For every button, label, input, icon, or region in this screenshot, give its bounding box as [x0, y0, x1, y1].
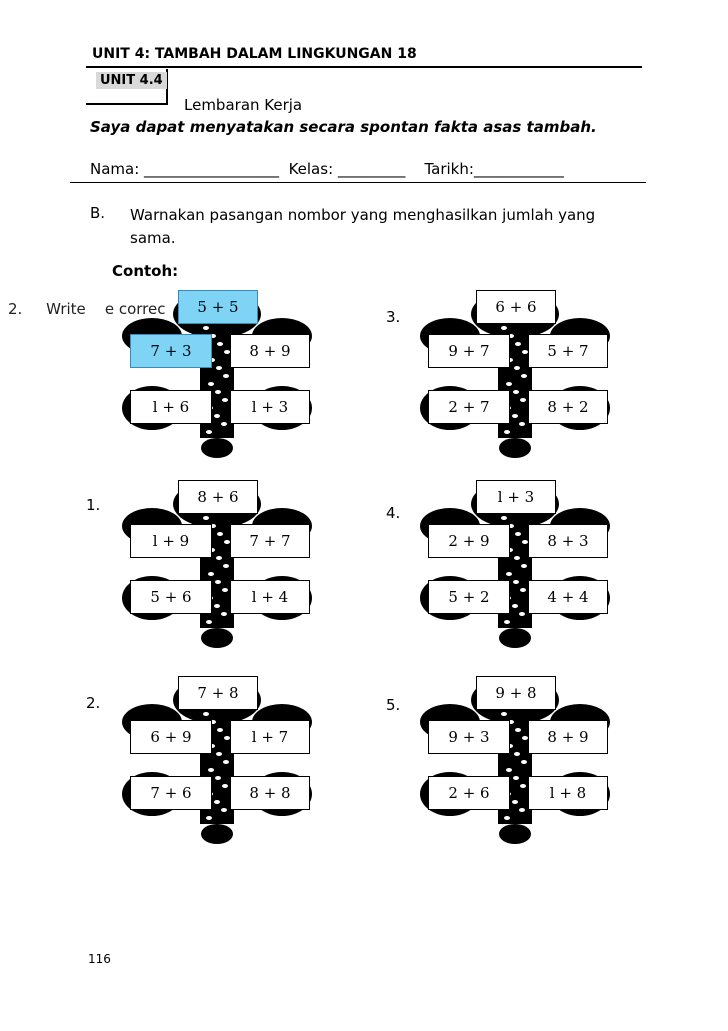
expression-box-bot-left[interactable]: 2 + 7: [428, 390, 510, 424]
overlay-text: Write e correc: [46, 300, 166, 318]
expression-box-mid-right[interactable]: l + 7: [230, 720, 310, 754]
subunit-tag: UNIT 4.4: [96, 72, 167, 89]
expression-box-bot-right[interactable]: l + 4: [230, 580, 310, 614]
expression-box-mid-right[interactable]: 8 + 9: [528, 720, 608, 754]
overlay-number: 2.: [8, 300, 23, 318]
expression-box-mid-left[interactable]: 9 + 7: [428, 334, 510, 368]
expression-box-bot-left[interactable]: l + 6: [130, 390, 212, 424]
expression-box-top[interactable]: 5 + 5: [178, 290, 258, 324]
instruction-text: Warnakan pasangan nombor yang menghasilkan jumlah yang sama.: [130, 206, 596, 247]
expression-box-mid-left[interactable]: 6 + 9: [130, 720, 212, 754]
expression-box-bot-right[interactable]: 8 + 8: [230, 776, 310, 810]
expression-box-top[interactable]: 6 + 6: [476, 290, 556, 324]
expression-box-bot-left[interactable]: 5 + 6: [130, 580, 212, 614]
question-number: 5.: [386, 696, 401, 714]
expression-box-mid-left[interactable]: 9 + 3: [428, 720, 510, 754]
learning-objective: Saya dapat menyatakan secara spontan fakta asas tambah.: [90, 118, 597, 136]
expression-box-bot-right[interactable]: 4 + 4: [528, 580, 608, 614]
info-rule: [70, 182, 646, 183]
expression-box-mid-left[interactable]: l + 9: [130, 524, 212, 558]
expression-box-bot-right[interactable]: l + 3: [230, 390, 310, 424]
title-rule: [86, 66, 642, 68]
expression-box-top[interactable]: l + 3: [476, 480, 556, 514]
question-number: 2.: [86, 694, 101, 712]
expression-box-mid-left[interactable]: 2 + 9: [428, 524, 510, 558]
question-number: 4.: [386, 504, 401, 522]
expression-box-bot-left[interactable]: 5 + 2: [428, 580, 510, 614]
expression-box-bot-left[interactable]: 2 + 6: [428, 776, 510, 810]
expression-box-mid-right[interactable]: 8 + 9: [230, 334, 310, 368]
expression-box-mid-right[interactable]: 5 + 7: [528, 334, 608, 368]
expression-box-bot-left[interactable]: 7 + 6: [130, 776, 212, 810]
expression-box-top[interactable]: 8 + 6: [178, 480, 258, 514]
expression-box-bot-right[interactable]: l + 8: [528, 776, 608, 810]
section-letter: B.: [90, 204, 106, 222]
expression-box-mid-left[interactable]: 7 + 3: [130, 334, 212, 368]
expression-box-bot-right[interactable]: 8 + 2: [528, 390, 608, 424]
expression-box-top[interactable]: 9 + 8: [476, 676, 556, 710]
question-number: 3.: [386, 308, 401, 326]
page-number: 116: [88, 952, 111, 966]
student-info-row: Nama: __________________ Kelas: _________ Tarikh:____________: [90, 160, 564, 178]
expression-box-top[interactable]: 7 + 8: [178, 676, 258, 710]
expression-box-mid-right[interactable]: 7 + 7: [230, 524, 310, 558]
unit-title: UNIT 4: TAMBAH DALAM LINGKUNGAN 18: [92, 46, 417, 62]
question-number: 1.: [86, 496, 101, 514]
example-label: Contoh:: [112, 262, 179, 280]
expression-box-mid-right[interactable]: 8 + 3: [528, 524, 608, 558]
sheet-label: Lembaran Kerja: [184, 96, 303, 114]
